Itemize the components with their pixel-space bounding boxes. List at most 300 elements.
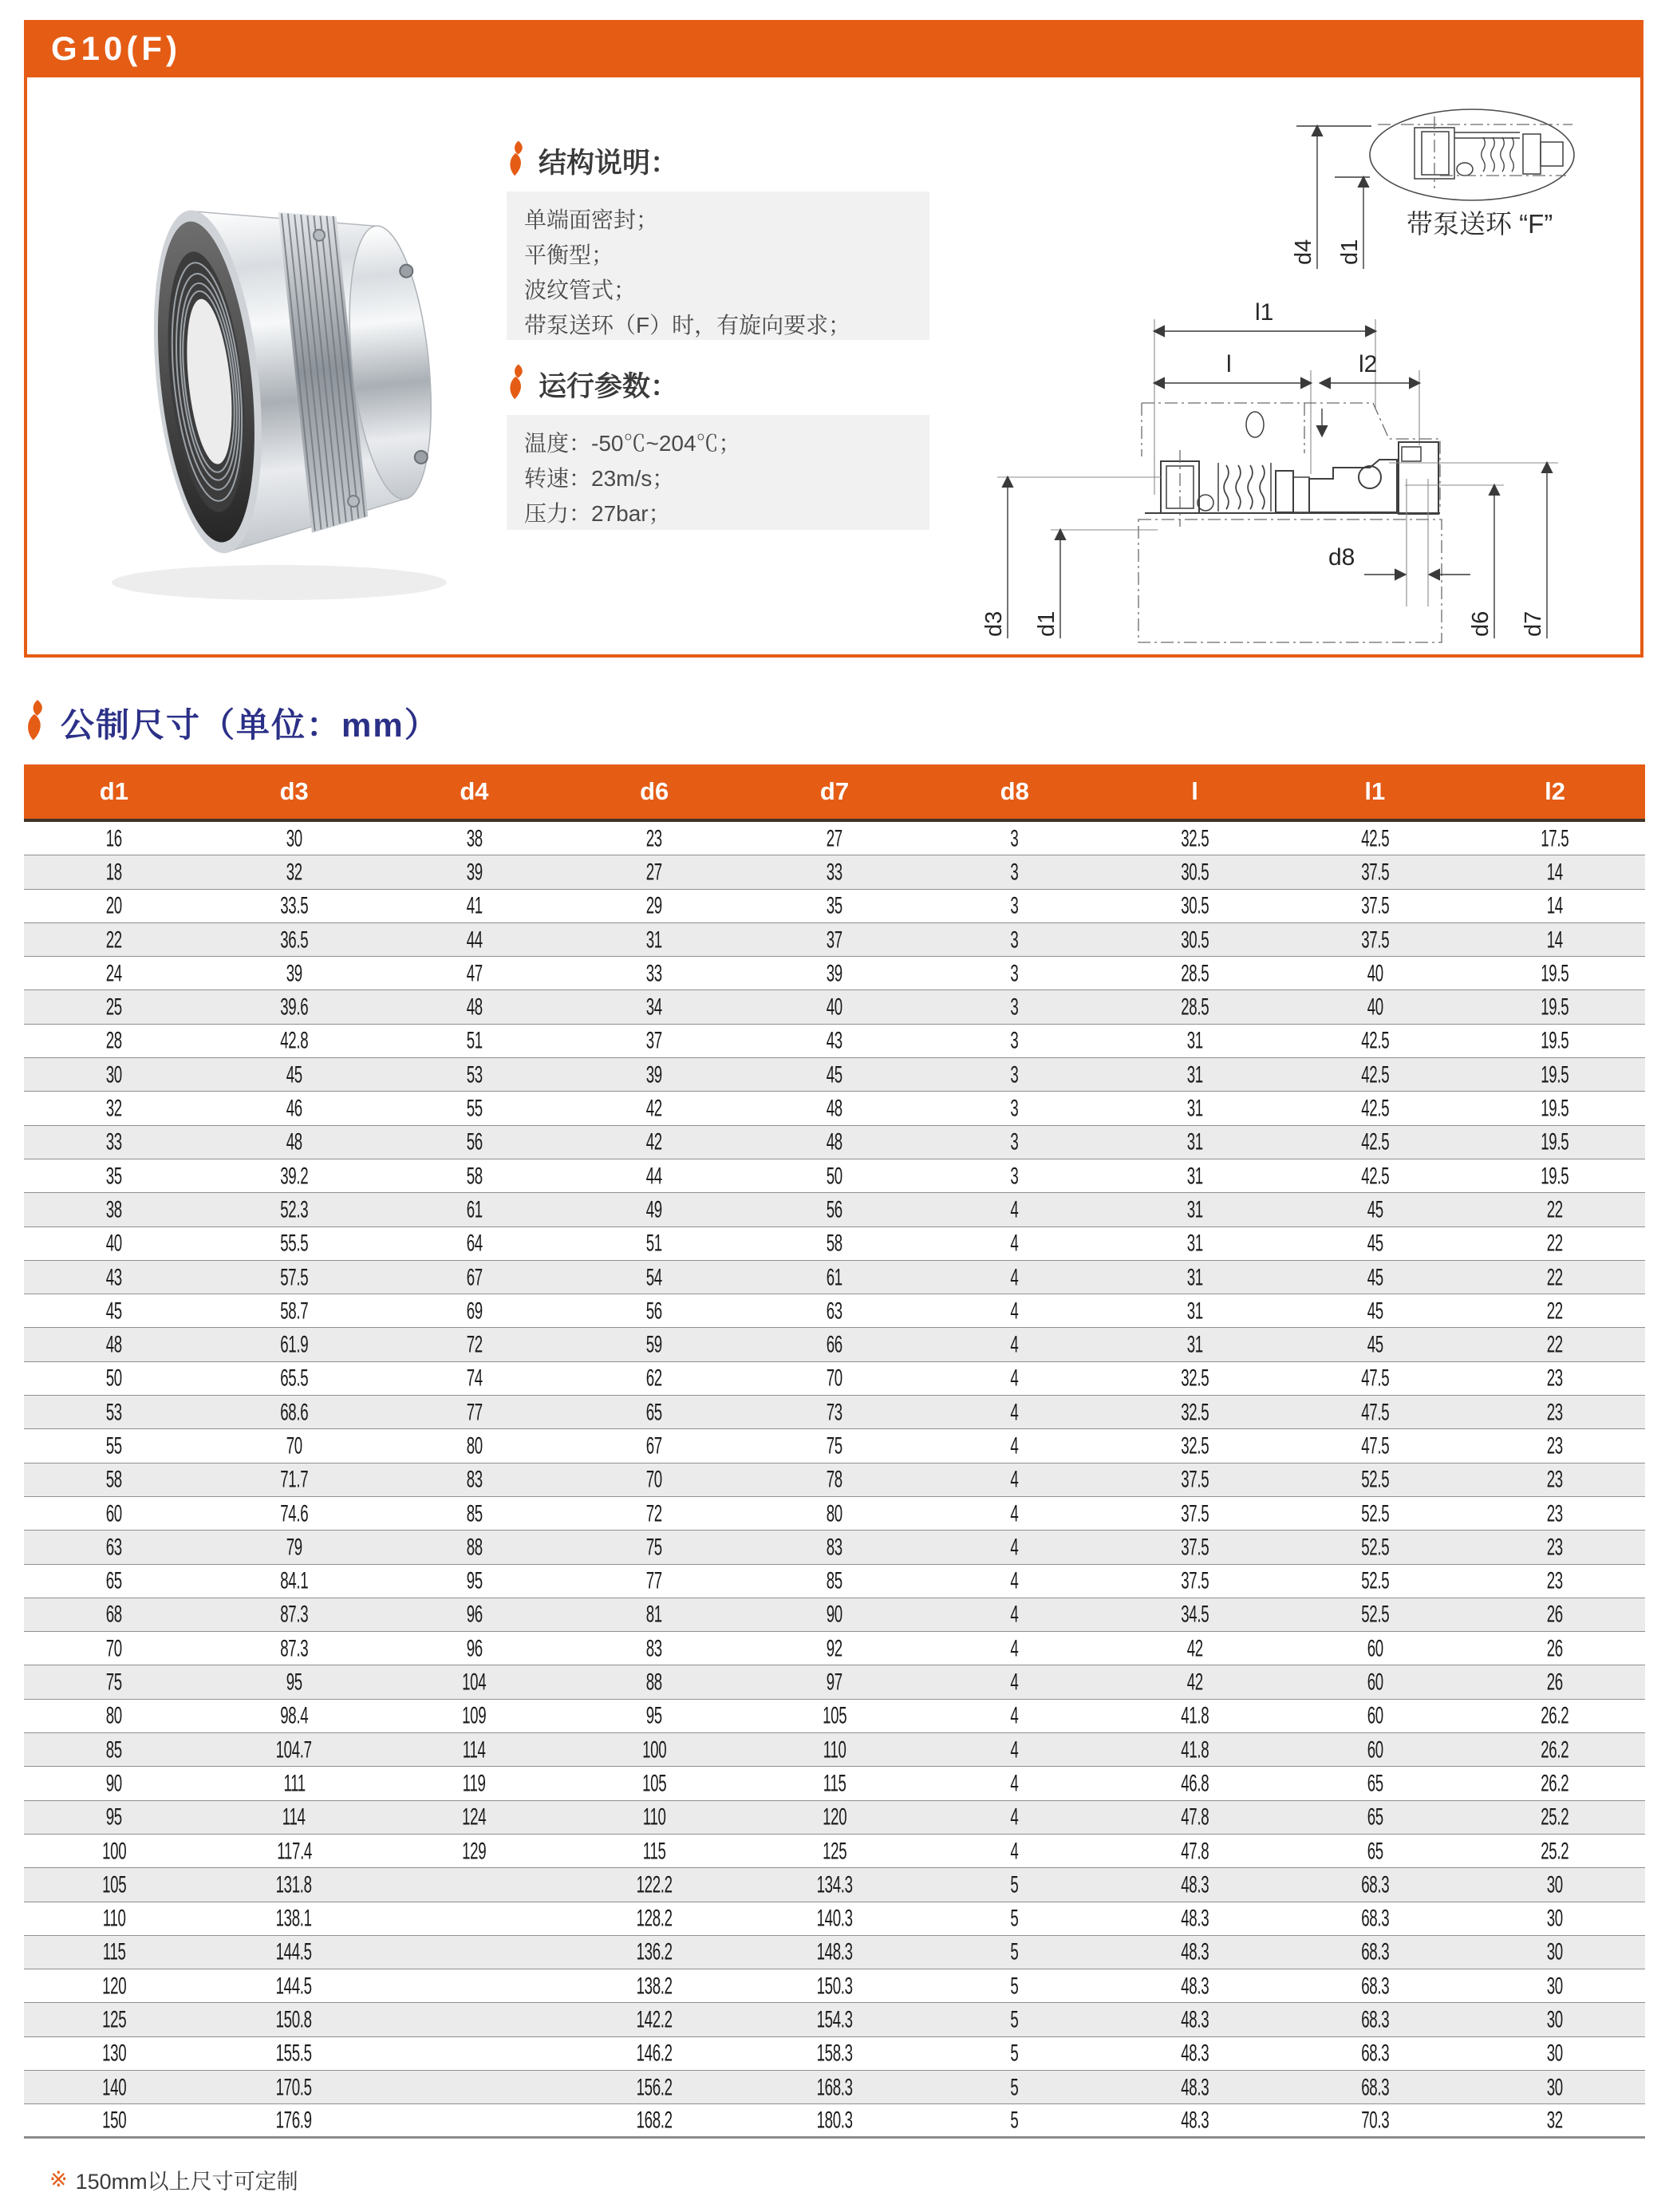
table-cell: 33: [646, 959, 663, 986]
table-cell: 45: [1367, 1263, 1383, 1290]
table-cell: 81: [646, 1601, 663, 1628]
table-cell: 60: [1367, 1669, 1383, 1695]
table-cell: 57.5: [280, 1263, 309, 1290]
table-row: [24, 2037, 1645, 2071]
table-cell: 40: [105, 1230, 122, 1257]
table-cell: 77: [466, 1398, 483, 1425]
table-cell: 5: [1010, 1905, 1019, 1932]
table-cell: 52.5: [1360, 1533, 1389, 1560]
table-row: [24, 1868, 1645, 1902]
table-cell: 30.5: [1181, 926, 1209, 953]
table-row: [24, 1025, 1645, 1058]
table-row: [24, 1700, 1645, 1733]
table-cell: 4: [1010, 1669, 1019, 1695]
table-cell: 52.3: [280, 1195, 309, 1223]
table-cell: 26.2: [1541, 1702, 1569, 1729]
table-cell: 28.5: [1181, 993, 1209, 1021]
table-cell: 24: [105, 959, 122, 986]
table-cell: 68.6: [280, 1398, 309, 1425]
table-row: [24, 890, 1645, 923]
table-cell: 98.4: [280, 1702, 309, 1729]
table-cell: 168.3: [816, 2073, 853, 2100]
table-cell: 83: [466, 1466, 483, 1493]
table-cell: 23: [1547, 1432, 1564, 1459]
table-cell: 84.1: [280, 1567, 309, 1594]
table-row: [24, 923, 1645, 957]
table-cell: 70: [105, 1634, 122, 1661]
table-cell: 3: [1010, 824, 1019, 851]
table-cell: 31: [1186, 1128, 1203, 1155]
table-cell: 48: [105, 1331, 122, 1357]
table-cell: 4: [1010, 1533, 1019, 1560]
parameter-line: 转速：23m/s；: [524, 466, 675, 491]
table-cell: 180.3: [816, 2106, 853, 2133]
table-cell: 41.8: [1181, 1702, 1209, 1729]
table-cell: 23: [1547, 1398, 1564, 1425]
table-cell: 26: [1547, 1669, 1564, 1695]
table-cell: 109: [462, 1702, 487, 1729]
table-cell: [385, 2046, 565, 2060]
table-cell: 37.5: [1181, 1533, 1209, 1560]
table-cell: 3: [1010, 1128, 1019, 1155]
structure-line: 波纹管式；: [524, 278, 637, 302]
table-cell: 90: [826, 1601, 843, 1628]
metric-heading: [24, 699, 440, 742]
table-cell: 61.9: [280, 1331, 309, 1357]
table-cell: 22: [105, 926, 122, 953]
table-cell: 30.5: [1181, 858, 1209, 885]
table-cell: 4: [1010, 1432, 1019, 1459]
table-cell: 45: [105, 1297, 122, 1324]
table-cell: 4: [1010, 1398, 1019, 1425]
table-row: [24, 1261, 1645, 1294]
structure-heading-label: 结构说明：: [539, 148, 679, 179]
table-cell: 58: [466, 1162, 483, 1189]
table-cell: 48: [286, 1128, 302, 1155]
flame-icon: [507, 364, 527, 401]
table-cell: 14: [1547, 892, 1564, 919]
table-cell: 19.5: [1541, 1095, 1569, 1121]
table-cell: 114: [282, 1803, 306, 1831]
table-cell: 70: [646, 1466, 663, 1493]
table-cell: 22: [1547, 1230, 1564, 1257]
table-row: [24, 1565, 1645, 1598]
table-cell: 39: [466, 858, 483, 885]
table-cell: 52.5: [1360, 1601, 1389, 1628]
table-cell: 3: [1010, 959, 1019, 986]
table-cell: 37.5: [1360, 892, 1389, 919]
table-cell: 37: [646, 1027, 663, 1054]
table-cell: 47.5: [1360, 1398, 1389, 1425]
table-cell: 148.3: [816, 1938, 853, 1965]
table-cell: 22: [1547, 1195, 1564, 1223]
table-cell: 138.1: [276, 1905, 313, 1932]
table-cell: 71.7: [280, 1466, 309, 1493]
table-cell: 168.2: [636, 2106, 673, 2133]
structure-heading: [507, 140, 678, 177]
table-cell: 23: [1547, 1533, 1564, 1560]
table-cell: 60: [105, 1499, 122, 1527]
table-cell: [385, 1945, 565, 1959]
table-cell: 125: [822, 1837, 847, 1864]
table-cell: 83: [646, 1634, 663, 1661]
table-cell: 105: [822, 1702, 847, 1729]
table-cell: 3: [1010, 858, 1019, 885]
table-cell: 45: [1367, 1230, 1383, 1257]
table-cell: 115: [642, 1837, 666, 1864]
table-cell: 26.2: [1541, 1736, 1569, 1763]
table-cell: 48.3: [1181, 2006, 1209, 2032]
table-row: [24, 855, 1645, 889]
table-cell: 70.3: [1360, 2106, 1389, 2133]
table-cell: 42: [646, 1128, 663, 1155]
table-cell: 54: [646, 1263, 663, 1290]
table-cell: 4: [1010, 1567, 1019, 1594]
table-cell: 31: [1186, 1297, 1203, 1324]
table-cell: 47: [466, 959, 483, 986]
table-cell: 37.5: [1360, 926, 1389, 953]
table-cell: 73: [826, 1398, 843, 1425]
table-cell: 43: [105, 1263, 122, 1290]
table-cell: 62: [646, 1365, 663, 1392]
table-cell: 65: [1367, 1769, 1383, 1796]
table-cell: 68: [105, 1601, 122, 1628]
product-code: G10(F): [51, 30, 182, 67]
table-cell: 3: [1010, 1061, 1019, 1088]
table-cell: 55: [466, 1095, 483, 1121]
column-header: d6: [640, 777, 669, 805]
table-cell: 52.5: [1360, 1567, 1389, 1594]
table-cell: 105: [101, 1870, 126, 1898]
structure-line: 单端面密封；: [524, 207, 659, 232]
parameter-line: 压力：27bar；: [524, 501, 671, 526]
table-cell: 30: [1547, 1938, 1564, 1965]
dim-label-l: l: [1226, 351, 1232, 377]
table-cell: 37.5: [1360, 858, 1389, 885]
table-cell: 47.8: [1181, 1837, 1209, 1864]
table-row: [24, 1058, 1645, 1092]
table-cell: 37.5: [1181, 1567, 1209, 1594]
table-cell: 40: [1367, 959, 1383, 986]
table-cell: 117.4: [276, 1837, 312, 1864]
table-cell: 155.5: [276, 2040, 313, 2067]
detail-caption: 带泵送环 “F”: [1407, 209, 1553, 239]
table-cell: 176.9: [276, 2106, 313, 2133]
table-cell: 3: [1010, 926, 1019, 953]
table-cell: 31: [1186, 1230, 1203, 1257]
table-cell: 88: [646, 1669, 663, 1695]
table-cell: 28: [105, 1027, 122, 1054]
table-cell: 150: [101, 2106, 126, 2133]
table-cell: 63: [826, 1297, 843, 1324]
table-cell: 58.7: [280, 1297, 309, 1324]
parameter-line: 温度：-50℃~204℃；: [524, 431, 741, 456]
table-cell: 26: [1547, 1634, 1564, 1661]
table-cell: 154.3: [816, 2006, 853, 2032]
flame-icon: [24, 699, 48, 742]
table-cell: 58: [105, 1466, 122, 1493]
table-cell: 23: [1547, 1365, 1564, 1392]
table-cell: 60: [1367, 1736, 1383, 1763]
table-cell: 65: [1367, 1803, 1383, 1831]
table-cell: [385, 1979, 565, 1993]
table-cell: 48.3: [1181, 2073, 1209, 2100]
dimensions-table: [24, 764, 1645, 2139]
table-cell: 56: [466, 1128, 483, 1155]
dim-label-d3: d3: [981, 610, 1007, 637]
column-header: l: [1191, 777, 1198, 805]
table-cell: 95: [105, 1803, 122, 1831]
table-cell: 33: [105, 1128, 122, 1155]
column-header: d7: [819, 777, 850, 805]
table-cell: 47.5: [1360, 1365, 1389, 1392]
table-row: [24, 1328, 1645, 1361]
table-cell: 22: [1547, 1331, 1564, 1357]
table-cell: 52.5: [1360, 1499, 1389, 1527]
table-cell: 72: [646, 1499, 663, 1527]
table-cell: 35: [826, 892, 843, 919]
table-row: [24, 1936, 1645, 1969]
column-header: d4: [460, 777, 489, 805]
table-cell: 4: [1010, 1230, 1019, 1257]
table-cell: 31: [1186, 1095, 1203, 1121]
table-cell: 85: [826, 1567, 843, 1594]
detail-bubble: [1370, 109, 1574, 200]
table-cell: 45: [286, 1061, 302, 1088]
table-cell: 19.5: [1541, 993, 1569, 1021]
table-cell: 48: [826, 1095, 843, 1121]
table-cell: 65.5: [280, 1365, 309, 1392]
table-cell: 70: [826, 1365, 843, 1392]
table-cell: 50: [826, 1162, 843, 1189]
table-cell: 48: [826, 1128, 843, 1155]
table-cell: 48.3: [1181, 2106, 1209, 2133]
parameters-heading-label: 运行参数：: [539, 371, 679, 402]
table-row: [24, 1396, 1645, 1429]
flame-icon: [507, 140, 527, 177]
table-cell: 119: [463, 1769, 486, 1796]
table-cell: 44: [646, 1162, 663, 1189]
table-cell: 48.3: [1181, 1972, 1209, 1999]
footnote-text: 150mm以上尺寸可定制: [75, 2170, 298, 2194]
table-row: [24, 1835, 1645, 1868]
table-cell: 46: [286, 1095, 302, 1121]
table-cell: 48.3: [1181, 1905, 1209, 1932]
table-cell: 17.5: [1541, 824, 1569, 851]
table-cell: 30: [286, 824, 302, 851]
table-cell: 4: [1010, 1601, 1019, 1628]
table-cell: 38: [466, 824, 483, 851]
table-cell: 4: [1010, 1634, 1019, 1661]
table-cell: 31: [1186, 1061, 1203, 1088]
table-cell: 5: [1010, 2006, 1019, 2032]
table-row: [24, 1497, 1645, 1531]
table-cell: 14: [1547, 926, 1564, 953]
table-cell: 48.3: [1181, 1870, 1209, 1898]
table-row: [24, 957, 1645, 990]
table-cell: 68.3: [1360, 2073, 1389, 2100]
table-cell: 5: [1010, 1972, 1019, 1999]
table-cell: 100: [101, 1837, 126, 1864]
table-cell: 104: [462, 1669, 487, 1695]
table-cell: 30: [1547, 2040, 1564, 2067]
table-cell: 124: [462, 1803, 487, 1831]
table-cell: 35: [105, 1162, 122, 1189]
table-row: [24, 1598, 1645, 1632]
table-cell: 78: [826, 1466, 843, 1493]
table-cell: 23: [1547, 1466, 1564, 1493]
table-cell: 114: [463, 1736, 486, 1763]
table-cell: 30: [1547, 1905, 1564, 1932]
table-cell: 66: [826, 1331, 843, 1357]
table-cell: 55: [105, 1432, 122, 1459]
table-cell: 95: [286, 1669, 302, 1695]
table-cell: 27: [646, 858, 663, 885]
table-cell: 29: [646, 892, 663, 919]
table-cell: 37.5: [1181, 1466, 1209, 1493]
table-row: [24, 1159, 1645, 1193]
table-cell: 42: [1186, 1634, 1203, 1661]
table-cell: 45: [1367, 1297, 1383, 1324]
table-row: [24, 1362, 1645, 1396]
table-row: [24, 1463, 1645, 1497]
table-cell: 92: [826, 1634, 843, 1661]
table-cell: 72: [466, 1331, 483, 1357]
table-cell: 4: [1010, 1837, 1019, 1864]
seal-cross-section: [1138, 442, 1442, 642]
table-cell: 48: [466, 993, 483, 1021]
table-cell: 34.5: [1181, 1601, 1209, 1628]
table-cell: 4: [1010, 1702, 1019, 1729]
table-cell: 39.6: [280, 993, 309, 1021]
table-cell: 30: [1547, 1972, 1564, 1999]
table-cell: 45: [826, 1061, 843, 1088]
table-cell: 30: [105, 1061, 122, 1088]
table-cell: 5: [1010, 1938, 1019, 1965]
table-cell: 22: [1547, 1297, 1564, 1324]
parameters-block: [507, 415, 929, 530]
table-cell: 128.2: [636, 1905, 673, 1932]
table-cell: 43: [826, 1027, 843, 1054]
table-row: [24, 2104, 1645, 2138]
table-cell: 34: [646, 993, 663, 1021]
table-cell: 42.8: [280, 1027, 309, 1054]
footnote-mark: ※: [49, 2167, 68, 2191]
table-cell: 110: [642, 1803, 666, 1831]
table-cell: 53: [105, 1398, 122, 1425]
table-cell: 19.5: [1541, 1162, 1569, 1189]
table-cell: 120: [822, 1803, 847, 1831]
table-cell: 40: [1367, 993, 1383, 1021]
table-cell: 37.5: [1181, 1499, 1209, 1527]
table-cell: 63: [105, 1533, 122, 1560]
table-row: [24, 1193, 1645, 1226]
table-cell: 74: [466, 1365, 483, 1392]
table-cell: 32: [1547, 2106, 1564, 2133]
structure-block: [507, 192, 929, 340]
table-cell: 42.5: [1360, 824, 1389, 851]
table-cell: 129: [462, 1837, 487, 1864]
table-cell: 60: [1367, 1702, 1383, 1729]
table-cell: 48.3: [1181, 2040, 1209, 2067]
dim-label-d4: d4: [1291, 239, 1316, 265]
table-row: [24, 1429, 1645, 1463]
table-cell: 144.5: [276, 1972, 313, 1999]
table-cell: 42.5: [1360, 1027, 1389, 1054]
table-cell: 4: [1010, 1736, 1019, 1763]
table-cell: 105: [642, 1769, 667, 1796]
table-cell: 68.3: [1360, 1972, 1389, 1999]
column-header: l1: [1364, 777, 1386, 805]
table-row: [24, 1801, 1645, 1835]
table-cell: [385, 1911, 565, 1926]
table-cell: 95: [646, 1702, 663, 1729]
table-cell: 96: [466, 1634, 483, 1661]
table-cell: 42.5: [1360, 1128, 1389, 1155]
dim-label-l1: l1: [1255, 299, 1274, 326]
table-cell: 125: [101, 2006, 126, 2032]
table-cell: 115: [102, 1938, 126, 1965]
table-cell: 68.3: [1360, 1938, 1389, 1965]
product-photo: [56, 112, 487, 638]
dim-label-d7: d7: [1521, 610, 1546, 637]
table-cell: 158.3: [816, 2040, 853, 2067]
column-header: l2: [1545, 777, 1566, 805]
table-cell: 41.8: [1181, 1736, 1209, 1763]
table-cell: 32.5: [1181, 824, 1209, 851]
table-cell: 31: [1186, 1195, 1203, 1223]
table-cell: [385, 2113, 565, 2127]
table-cell: 87.3: [280, 1634, 309, 1661]
table-cell: 68.3: [1360, 1870, 1389, 1898]
table-cell: 39.2: [280, 1162, 309, 1189]
table-cell: 31: [1186, 1162, 1203, 1189]
table-cell: 156.2: [636, 2073, 673, 2100]
table-cell: 39: [286, 959, 302, 986]
table-cell: 75: [646, 1533, 663, 1560]
table-cell: 19.5: [1541, 959, 1569, 986]
table-row: [24, 1126, 1645, 1159]
table-cell: 4: [1010, 1331, 1019, 1357]
table-cell: 27: [826, 824, 843, 851]
table-row: [24, 1969, 1645, 2003]
table-cell: 90: [105, 1769, 122, 1796]
table-cell: 115: [823, 1769, 846, 1796]
table-cell: 49: [646, 1195, 663, 1223]
table-cell: 136.2: [636, 1938, 673, 1965]
table-row: [24, 990, 1645, 1024]
table-cell: 59: [646, 1331, 663, 1357]
table-cell: 31: [1186, 1027, 1203, 1054]
table-cell: 42.5: [1360, 1095, 1389, 1121]
table-cell: 144.5: [276, 1938, 313, 1965]
table-cell: 14: [1547, 858, 1564, 885]
table-cell: 32: [105, 1095, 122, 1121]
table-cell: 61: [466, 1195, 483, 1223]
table-cell: 26.2: [1541, 1769, 1569, 1796]
table-row: [24, 1632, 1645, 1665]
table-cell: 67: [466, 1263, 483, 1290]
table-cell: 3: [1010, 1095, 1019, 1121]
table-cell: 97: [826, 1669, 843, 1695]
table-cell: 79: [286, 1533, 302, 1560]
table-cell: 5: [1010, 1870, 1019, 1898]
table-cell: 46.8: [1181, 1769, 1209, 1796]
table-cell: 33: [826, 858, 843, 885]
table-cell: 65: [105, 1567, 122, 1594]
table-cell: 50: [105, 1365, 122, 1392]
table-cell: 95: [466, 1567, 483, 1594]
